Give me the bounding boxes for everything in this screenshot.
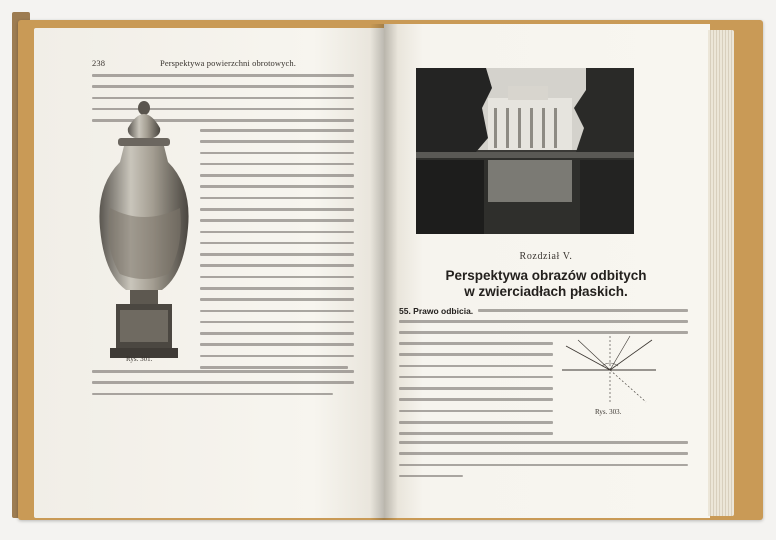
palace-photograph (416, 68, 634, 234)
page-number: 238 (92, 58, 106, 68)
chapter-label: Rozdział V. (519, 251, 573, 262)
chapter-title-line2: w zwierciadłach płaskich. (464, 284, 628, 299)
running-title: Perspektywa powierzchni obrotowych. (160, 58, 296, 68)
figure-caption-301: Rys. 301. (126, 355, 153, 363)
figure-caption-303: Rys. 303. (595, 408, 622, 416)
left-body-text-column (200, 129, 354, 377)
right-body-text-column (399, 342, 553, 444)
chapter-title-line1: Perspektywa obrazów odbitych (445, 268, 647, 283)
chapter-title (384, 268, 708, 300)
reflection-diagram (560, 332, 658, 408)
left-body-text-bottom (92, 370, 354, 404)
section-heading: 55. Prawo odbicia. (399, 306, 474, 316)
page-edges (708, 30, 734, 516)
vase-figure (88, 98, 198, 360)
right-body-text-bottom (399, 441, 688, 486)
right-body-first-line (478, 309, 688, 320)
